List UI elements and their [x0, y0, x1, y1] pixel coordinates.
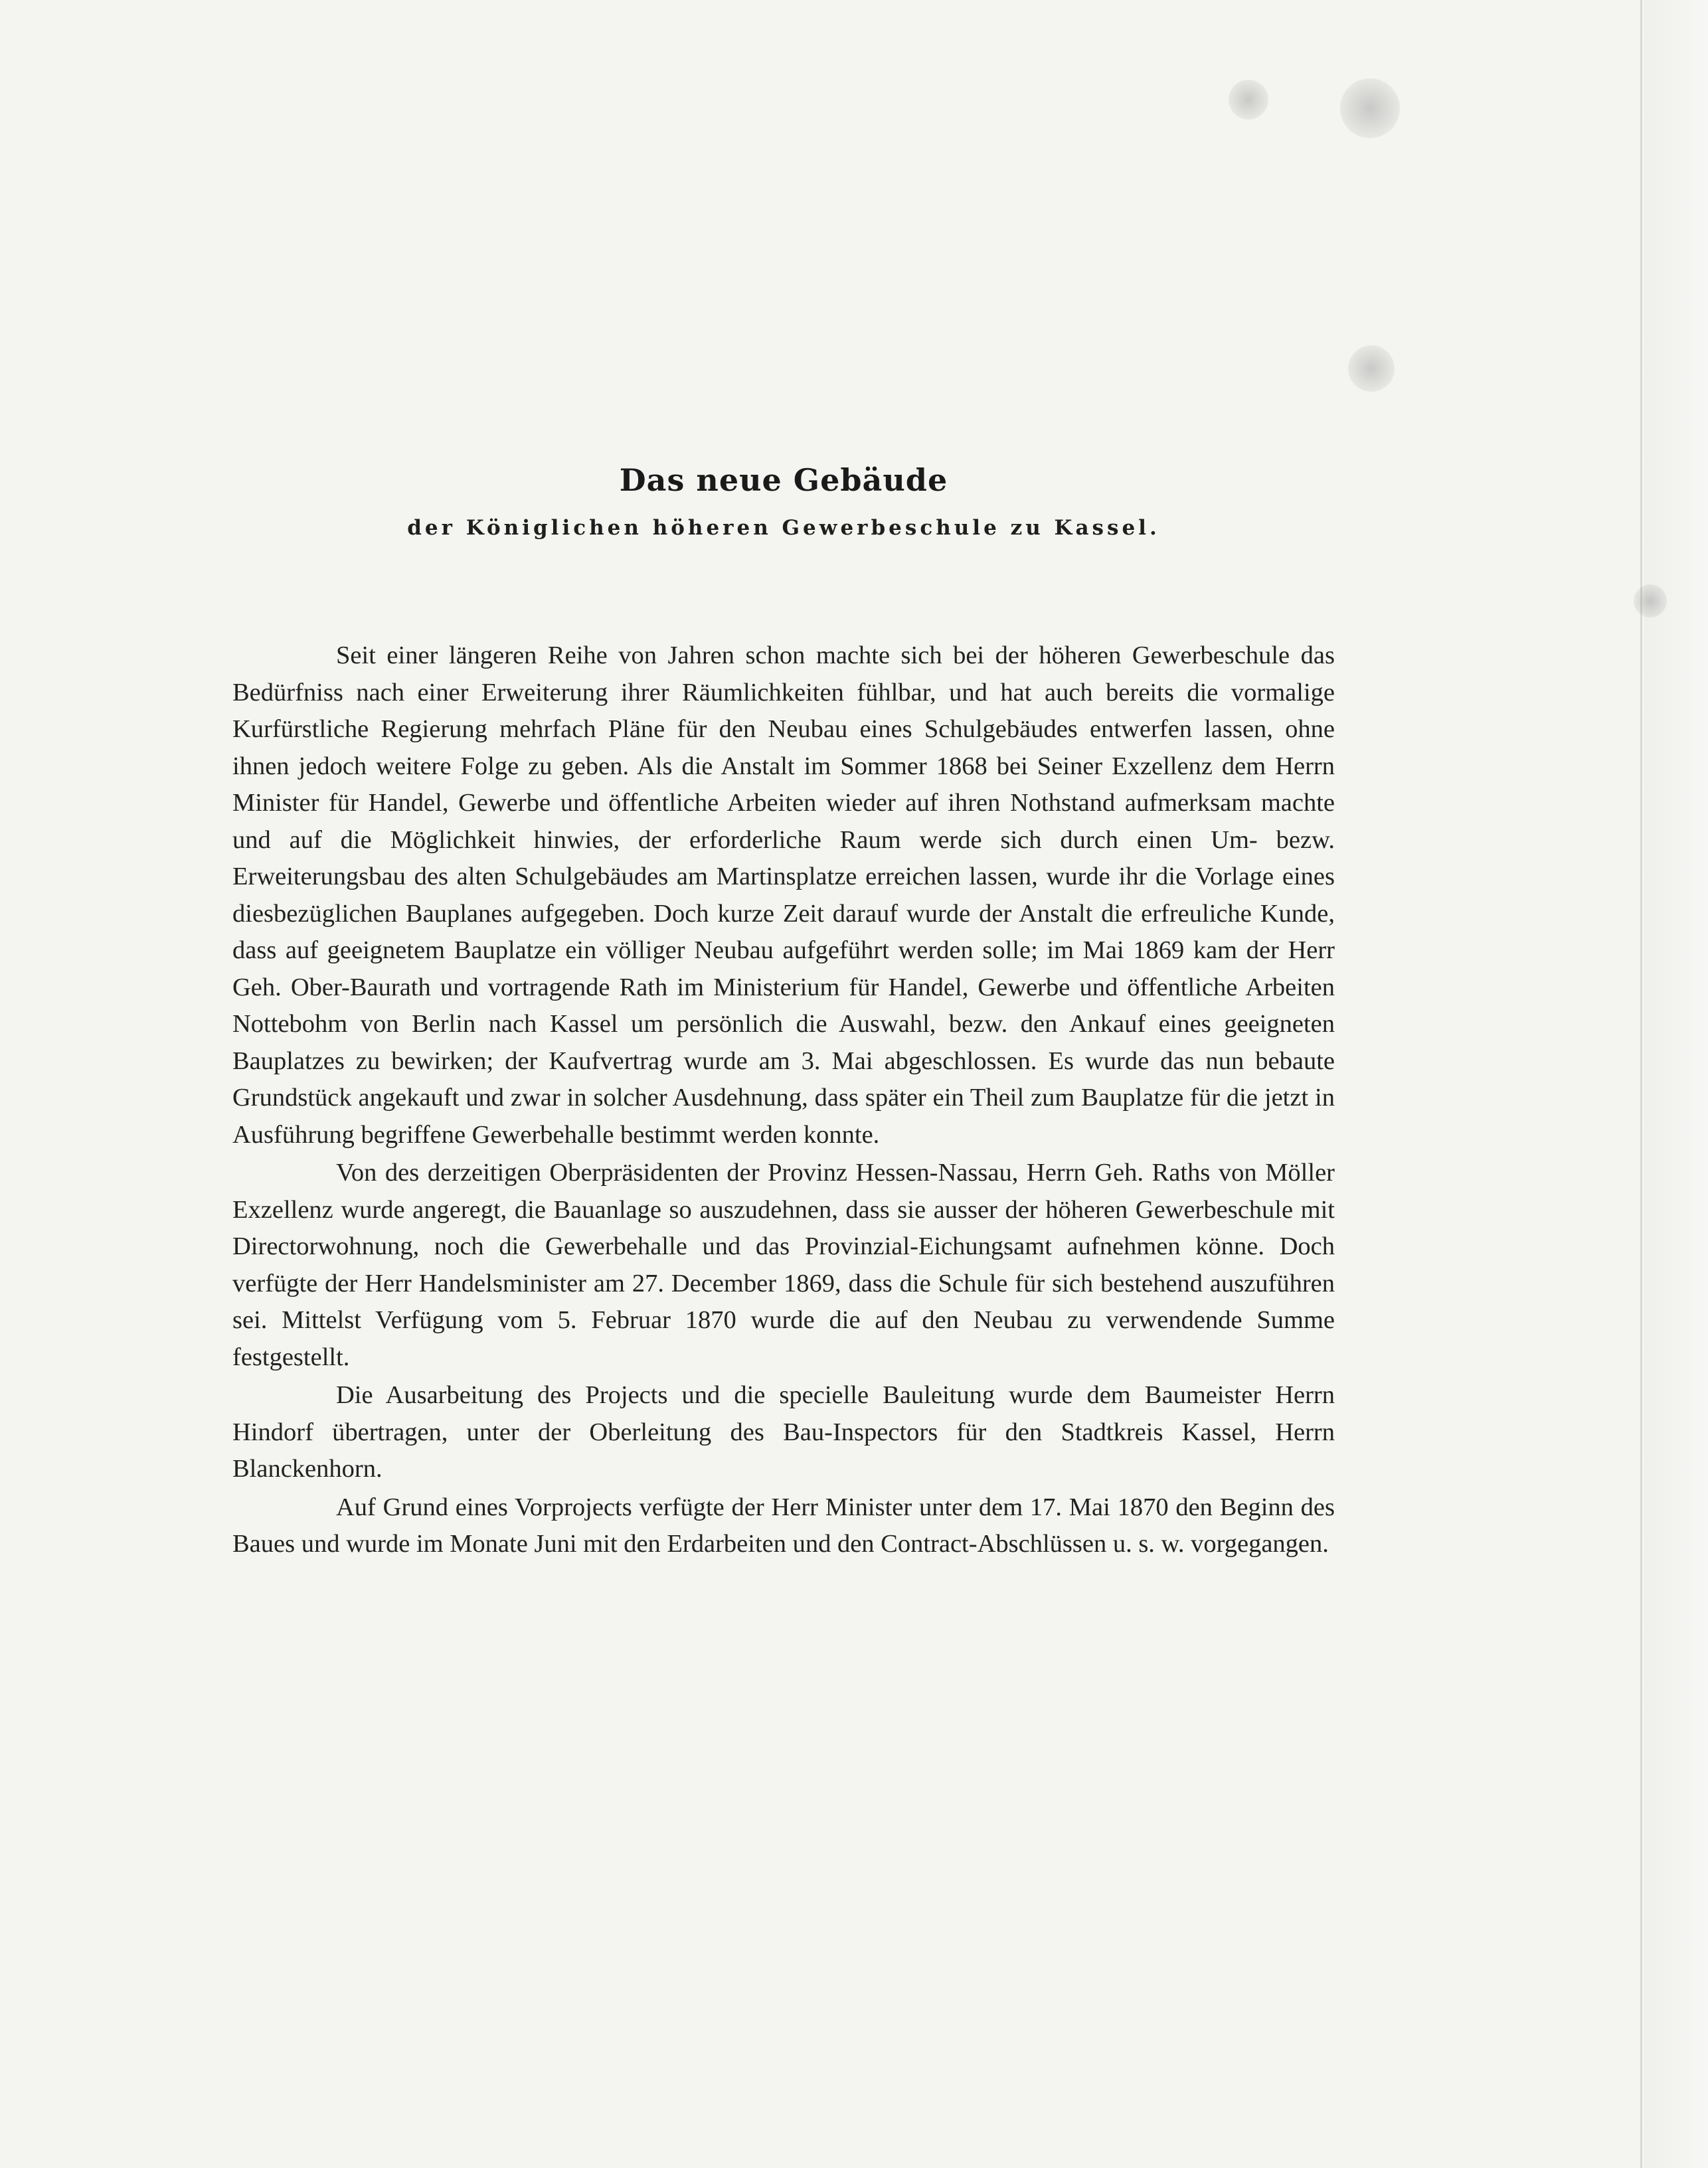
- paragraph: Seit einer längeren Reihe von Jahren schon machte sich bei der höheren Gewerbeschule das Bedürfniss nach einer Erweiterung ihrer Räumlichkeiten fühlbar, und hat auch bereits die vormalige Kurfürstliche Regierung mehrfach Pläne für den Neubau eines Schulgebäudes entwerfen lassen, ohne ihnen jedoch weitere Folge zu geben. Als die Anstalt im Sommer 1868 bei Seiner Exzellenz dem Herrn Minister für Handel, Gewerbe und öffentliche Arbeiten wieder auf ihren Nothstand aufmerksam machte und auf die Möglichkeit hinwies, der erforderliche Raum werde sich durch einen Um- bezw. Erweiterungsbau des alten Schulgebäudes am Martinsplatze erreichen lassen, wurde ihr die Vorlage eines diesbezüglichen Bauplanes aufgegeben. Doch kurze Zeit darauf wurde der Anstalt die erfreuliche Kunde, dass auf geeignetem Bauplatze ein völliger Neubau aufgeführt werden solle; im Mai 1869 kam der Herr Geh. Ober-Baurath und vortragende Rath im Ministerium für Handel, Gewerbe und öffentliche Arbeiten Nottebohm von Berlin nach Kassel um persönlich die Auswahl, bezw. den Ankauf eines geeigneten Bauplatzes zu bewirken; der Kaufvertrag wurde am 3. Mai abgeschlossen. Es wurde das nun bebaute Grundstück angekauft und zwar in solcher Ausdehnung, dass später ein Theil zum Bauplatze für die jetzt in Ausführung begriffene Gewerbehalle bestimmt werden konnte.: [232, 641, 1335, 1149]
- paper-stain: [1348, 345, 1395, 392]
- page-edge-line: [1640, 0, 1642, 2168]
- paper-stain: [1229, 80, 1268, 120]
- paper-stain: [1634, 584, 1667, 618]
- paragraph: Die Ausarbeitung des Projects und die specielle Bauleitung wurde dem Baumeister Herrn Hindorf übertragen, unter der Oberleitung des Bau-Inspectors für den Stadtkreis Kassel, Herrn Blanckenhorn.: [232, 1381, 1335, 1483]
- body-text: [232, 637, 1335, 1564]
- paper-stain: [1340, 78, 1400, 138]
- heading-block: [232, 462, 1335, 541]
- page-subtitle: der Königlichen höheren Gewerbeschule zu Kassel.: [407, 516, 1160, 541]
- page-title: Das neue Gebäude: [619, 462, 948, 498]
- paragraph: Auf Grund eines Vorprojects verfügte der Herr Minister unter dem 17. Mai 1870 den Beginn des Baues und wurde im Monate Juni mit den Erdarbeiten und den Contract-Abschlüssen u. s. w. vorgegangen.: [232, 1493, 1335, 1558]
- page-margin-shadow: [1644, 0, 1708, 2168]
- paragraph: Von des derzeitigen Oberpräsidenten der Provinz Hessen-Nassau, Herrn Geh. Raths von Möller Exzellenz wurde angeregt, die Bauanlage so auszudehnen, dass sie ausser der höheren Gewerbeschule mit Directorwohnung, noch die Gewerbehalle und das Provinzial-Eichungsamt aufnehmen könne. Doch verfügte der Herr Handelsminister am 27. December 1869, dass die Schule für sich bestehend auszuführen sei. Mittelst Verfügung vom 5. Februar 1870 wurde die auf den Neubau zu verwendende Summe festgestellt.: [232, 1159, 1335, 1371]
